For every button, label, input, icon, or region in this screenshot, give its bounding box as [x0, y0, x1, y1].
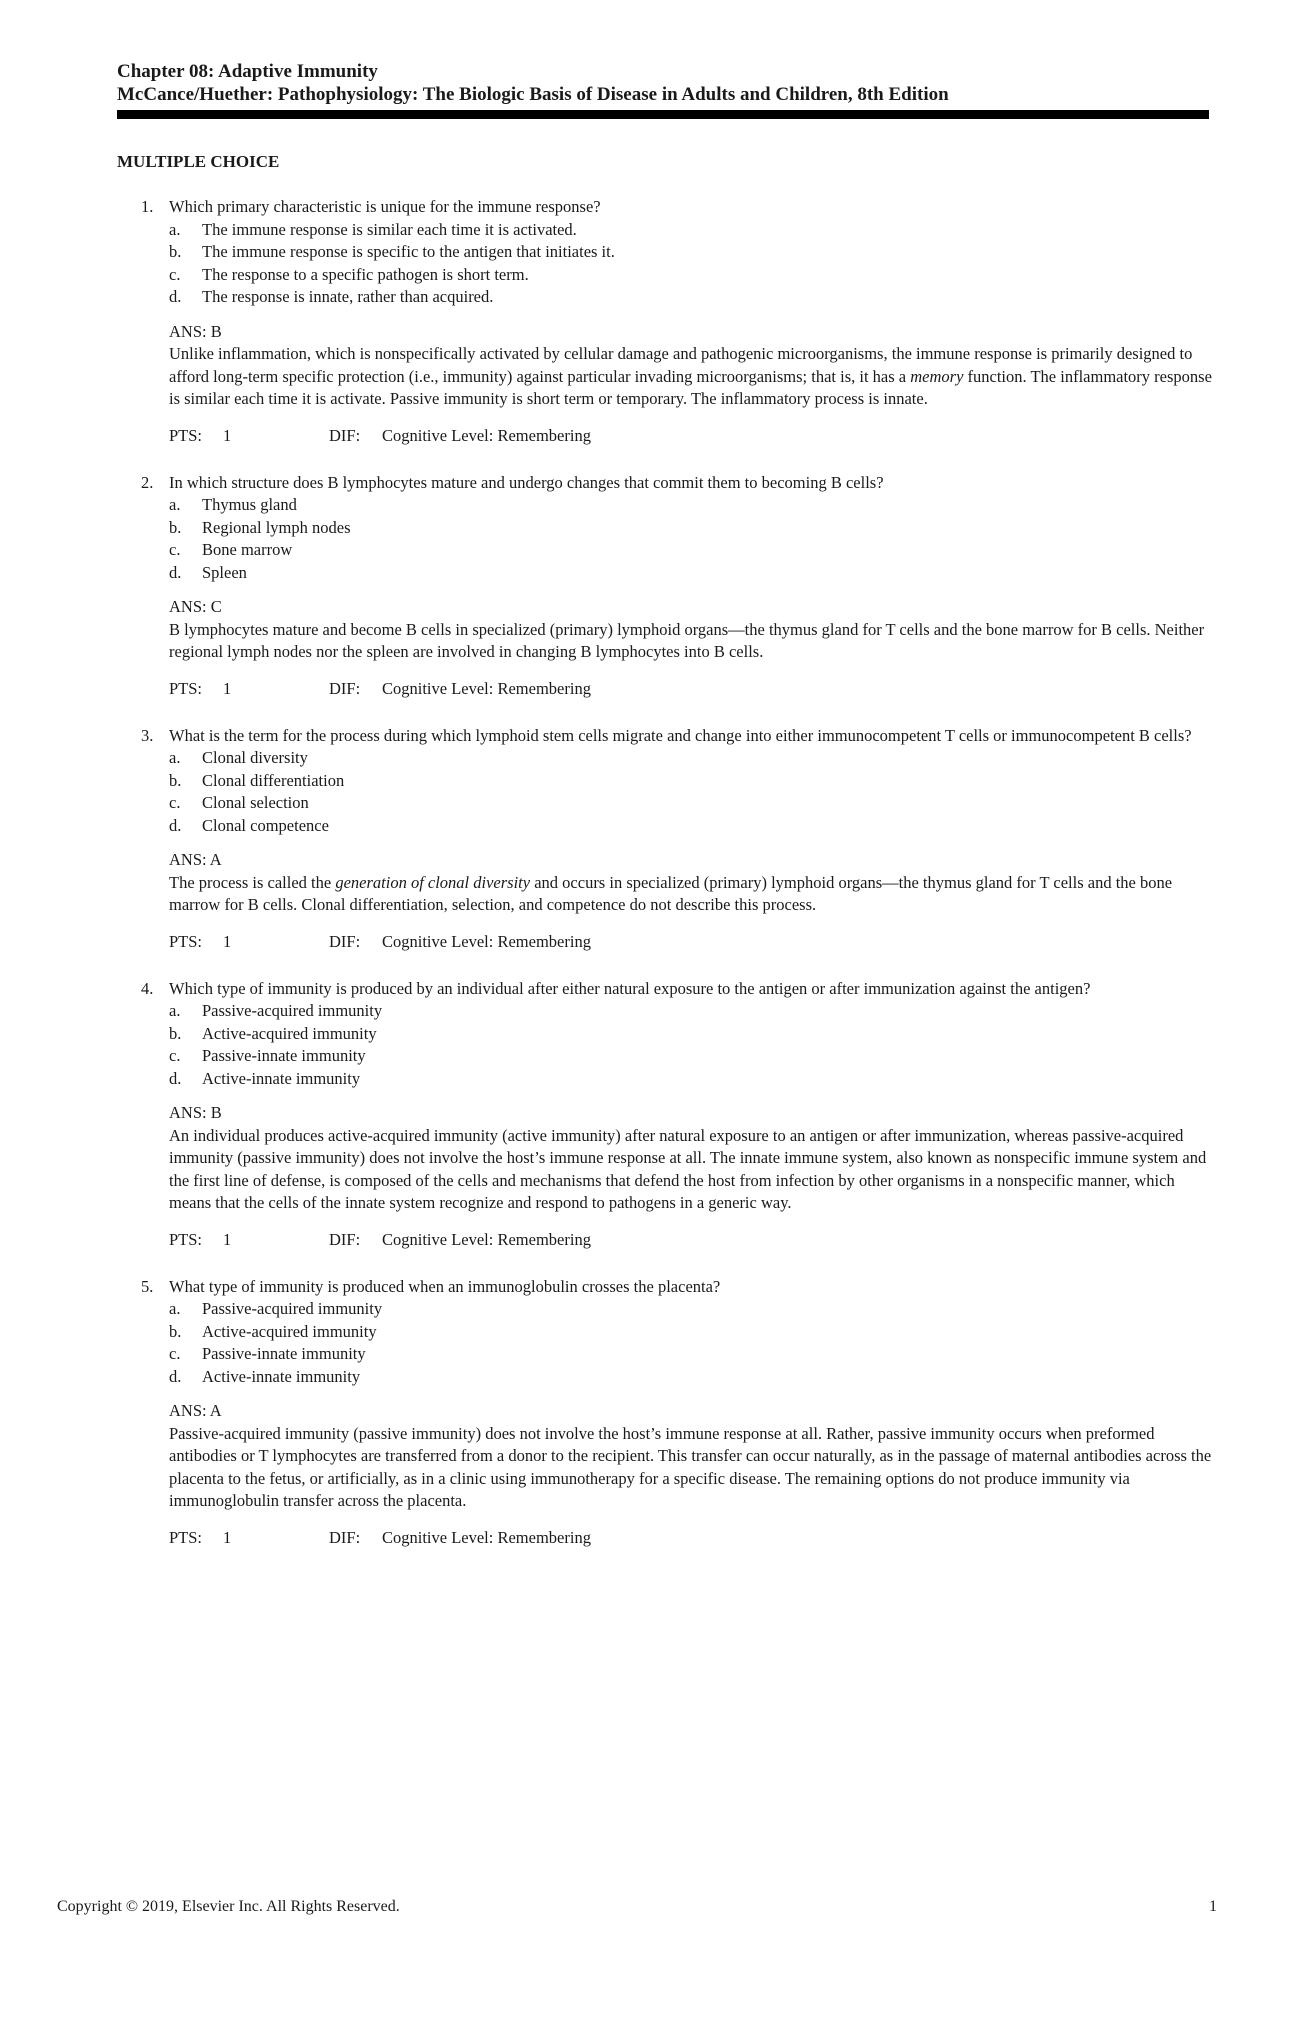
- option-a: [117, 1000, 1212, 1023]
- option-a: [117, 747, 1212, 770]
- option-d: [117, 562, 1212, 585]
- rationale: [169, 872, 1212, 917]
- answer-block: [117, 1400, 1212, 1513]
- option-text: Spleen: [202, 562, 247, 582]
- option-c: [117, 1343, 1212, 1366]
- option-letter: b.: [169, 770, 182, 790]
- question-text: Which primary characteristic is unique for the immune response?: [169, 197, 601, 216]
- rationale-text: The process is called the: [169, 872, 336, 892]
- option-a: [117, 1298, 1212, 1321]
- copyright-notice: Copyright © 2019, Elsevier Inc. All Rights Reserved.: [57, 1898, 400, 1915]
- question-text: In which structure does B lymphocytes mature and undergo changes that commit them to becoming B cells?: [169, 472, 884, 492]
- option-text: Clonal competence: [202, 815, 329, 835]
- page-number: 1: [1209, 1898, 1217, 1915]
- dif-label: DIF:: [329, 1229, 361, 1249]
- option-letter: c.: [169, 540, 181, 559]
- option-d: [117, 286, 1212, 309]
- option-text: Active-acquired immunity: [202, 1321, 377, 1341]
- option-letter: d.: [169, 287, 182, 306]
- option-b: [117, 770, 1212, 793]
- pts-label: PTS:: [169, 678, 203, 698]
- option-text: Passive-acquired immunity: [202, 1001, 383, 1020]
- option-letter: c.: [169, 1344, 181, 1363]
- option-a: [117, 494, 1212, 517]
- option-text: Regional lymph nodes: [202, 517, 351, 537]
- option-list: [117, 747, 1212, 837]
- answer-block: [117, 849, 1212, 917]
- option-letter: b.: [169, 1023, 182, 1043]
- dif-label: DIF:: [329, 678, 361, 698]
- option-letter: a.: [169, 748, 181, 767]
- pts-label: PTS:: [169, 931, 203, 951]
- rationale-text: An individual produces active-acquired immunity (active immunity) after natural exposure to an antigen or after immunization, whereas passive-acquired immunity (passive immunity) does not involve the host’s immune response at all. The innate immune system, also known as nonspecific immune system and the first line of defense, is composed of the cells and mechanisms that defend the host from infection by other organisms in a nonspecific manner, which means that the cells of the innate system recognize and respond to pathogens in a generic way.: [169, 1125, 1207, 1212]
- answer-key: ANS: A: [169, 850, 222, 869]
- option-c: [117, 539, 1212, 562]
- option-text: Bone marrow: [202, 540, 293, 559]
- option-list: [117, 219, 1212, 309]
- answer-key: ANS: C: [169, 597, 222, 616]
- question-1: [117, 196, 1212, 447]
- option-letter: a.: [169, 219, 181, 239]
- question-meta: [117, 678, 1212, 700]
- question-meta: [117, 931, 1212, 953]
- rationale-emphasis: memory: [910, 366, 964, 386]
- pts-label: PTS:: [169, 1527, 203, 1547]
- book-title: McCance/Huether: Pathophysiology: The Biologic Basis of Disease in Adults and Children, 8th Edition: [117, 84, 949, 105]
- question-stem: [117, 196, 1212, 219]
- option-letter: b.: [169, 1321, 182, 1341]
- option-letter: b.: [169, 517, 182, 537]
- option-b: [117, 1321, 1212, 1344]
- question-number: 3.: [141, 725, 154, 745]
- question-text: What is the term for the process during which lymphoid stem cells migrate and change into either immunocompetent T cells or immunocompetent B cells?: [169, 725, 1192, 745]
- option-d: [117, 1068, 1212, 1091]
- dif-value: Cognitive Level: Remembering: [382, 1527, 591, 1547]
- option-b: [117, 241, 1212, 264]
- question-5: [117, 1276, 1212, 1549]
- option-list: [117, 494, 1212, 584]
- option-c: [117, 264, 1212, 287]
- question-number: 1.: [141, 197, 154, 216]
- rationale-text-cont: function. The inflammatory response is similar each time it is activate. Passive immunity is short term or temporary. The inflammatory process is innate.: [169, 366, 1212, 408]
- question-meta: [117, 1527, 1212, 1549]
- option-letter: c.: [169, 793, 181, 812]
- pts-value: 1: [223, 1229, 232, 1249]
- pts-value: 1: [223, 1527, 232, 1547]
- option-text: Clonal selection: [202, 793, 309, 812]
- question-number: 5.: [141, 1276, 154, 1296]
- option-letter: d.: [169, 1366, 182, 1386]
- rationale-text-cont: and occurs in specialized (primary) lymphoid organs—the thymus gland for T cells and the bone marrow for B cells. Clonal differentiation, selection, and competence do not describe this process.: [169, 872, 1173, 914]
- rationale-emphasis: generation of clonal diversity: [335, 872, 531, 892]
- rationale-text: Passive-acquired immunity (passive immunity) does not involve the host’s immune response at all. Rather, passive immunity occurs when preformed antibodies or T lymphocytes are transferred from a donor to the recipient. This transfer can occur naturally, as in the passage of maternal antibodies across the placenta to the fetus, or artificially, as in a clinic using immunotherapy for a specific disease. The remaining options do not produce immunity via immunoglobulin transfer across the placenta.: [169, 1423, 1212, 1510]
- question-stem: [117, 472, 1212, 495]
- option-list: [117, 1000, 1212, 1090]
- question-number: 4.: [141, 978, 154, 998]
- question-list: [117, 196, 1212, 1574]
- rationale: [169, 343, 1212, 411]
- option-text: The response is innate, rather than acquired.: [202, 287, 494, 306]
- dif-value: Cognitive Level: Remembering: [382, 931, 591, 951]
- question-stem: [117, 725, 1212, 748]
- option-text: The immune response is specific to the antigen that initiates it.: [202, 242, 615, 261]
- option-letter: c.: [169, 264, 181, 284]
- answer-block: [117, 321, 1212, 411]
- option-text: Passive-innate immunity: [202, 1046, 366, 1065]
- option-letter: b.: [169, 242, 182, 261]
- option-text: The immune response is similar each time it is activated.: [202, 219, 577, 239]
- option-letter: a.: [169, 495, 181, 514]
- question-text: What type of immunity is produced when an immunoglobulin crosses the placenta?: [169, 1276, 721, 1296]
- option-text: Clonal diversity: [202, 748, 308, 767]
- option-letter: a.: [169, 1001, 181, 1020]
- question-meta: [117, 425, 1212, 447]
- option-text: Clonal differentiation: [202, 770, 345, 790]
- option-text: Active-innate immunity: [202, 1366, 361, 1386]
- option-b: [117, 517, 1212, 540]
- option-text: Thymus gland: [202, 495, 297, 514]
- question-stem: [117, 1276, 1212, 1299]
- option-letter: c.: [169, 1046, 181, 1065]
- option-list: [117, 1298, 1212, 1388]
- dif-value: Cognitive Level: Remembering: [382, 1229, 591, 1249]
- dif-value: Cognitive Level: Remembering: [382, 678, 591, 698]
- question-meta: [117, 1229, 1212, 1251]
- pts-value: 1: [223, 931, 232, 951]
- answer-block: [117, 1102, 1212, 1215]
- document-header: [117, 60, 1209, 106]
- option-d: [117, 1366, 1212, 1389]
- rationale: [169, 619, 1212, 664]
- answer-key: ANS: A: [169, 1401, 222, 1420]
- dif-label: DIF:: [329, 1527, 361, 1547]
- pts-label: PTS:: [169, 1229, 203, 1249]
- answer-key: ANS: B: [169, 321, 222, 341]
- section-title: MULTIPLE CHOICE: [117, 152, 280, 171]
- dif-value: Cognitive Level: Remembering: [382, 425, 591, 445]
- rationale-text: Unlike inflammation, which is nonspecifically activated by cellular damage and pathogenic microorganisms, the immune response is primarily designed to afford long-term specific protection (i.e., immunity) against particular invading microorganisms; that is, it has a: [169, 344, 1193, 386]
- option-d: [117, 815, 1212, 838]
- option-c: [117, 792, 1212, 815]
- question-4: [117, 978, 1212, 1251]
- option-a: [117, 219, 1212, 242]
- answer-key: ANS: B: [169, 1103, 222, 1122]
- rationale-text: B lymphocytes mature and become B cells in specialized (primary) lymphoid organs—the thymus gland for T cells and the bone marrow for B cells. Neither regional lymph nodes nor the spleen are involved in changing B lymphocytes into B cells.: [169, 619, 1205, 661]
- pts-value: 1: [223, 678, 232, 698]
- option-text: Active-innate immunity: [202, 1068, 361, 1088]
- header-rule: [117, 110, 1209, 119]
- option-letter: d.: [169, 1068, 182, 1088]
- question-stem: [117, 978, 1212, 1001]
- question-text: Which type of immunity is produced by an individual after either natural exposure to the antigen or after immunization against the antigen?: [169, 978, 1091, 998]
- chapter-title: Chapter 08: Adaptive Immunity: [117, 61, 378, 82]
- answer-block: [117, 596, 1212, 664]
- option-c: [117, 1045, 1212, 1068]
- question-2: [117, 472, 1212, 700]
- option-letter: a.: [169, 1299, 181, 1318]
- rationale: [169, 1423, 1212, 1513]
- dif-label: DIF:: [329, 931, 361, 951]
- option-b: [117, 1023, 1212, 1046]
- rationale: [169, 1125, 1212, 1215]
- pts-value: 1: [223, 425, 232, 445]
- option-text: Active-acquired immunity: [202, 1023, 377, 1043]
- option-text: The response to a specific pathogen is short term.: [202, 264, 529, 284]
- option-text: Passive-acquired immunity: [202, 1299, 383, 1318]
- option-letter: d.: [169, 815, 182, 835]
- dif-label: DIF:: [329, 425, 361, 445]
- pts-label: PTS:: [169, 425, 203, 445]
- option-letter: d.: [169, 562, 182, 582]
- question-3: [117, 725, 1212, 953]
- option-text: Passive-innate immunity: [202, 1344, 366, 1363]
- question-number: 2.: [141, 472, 154, 492]
